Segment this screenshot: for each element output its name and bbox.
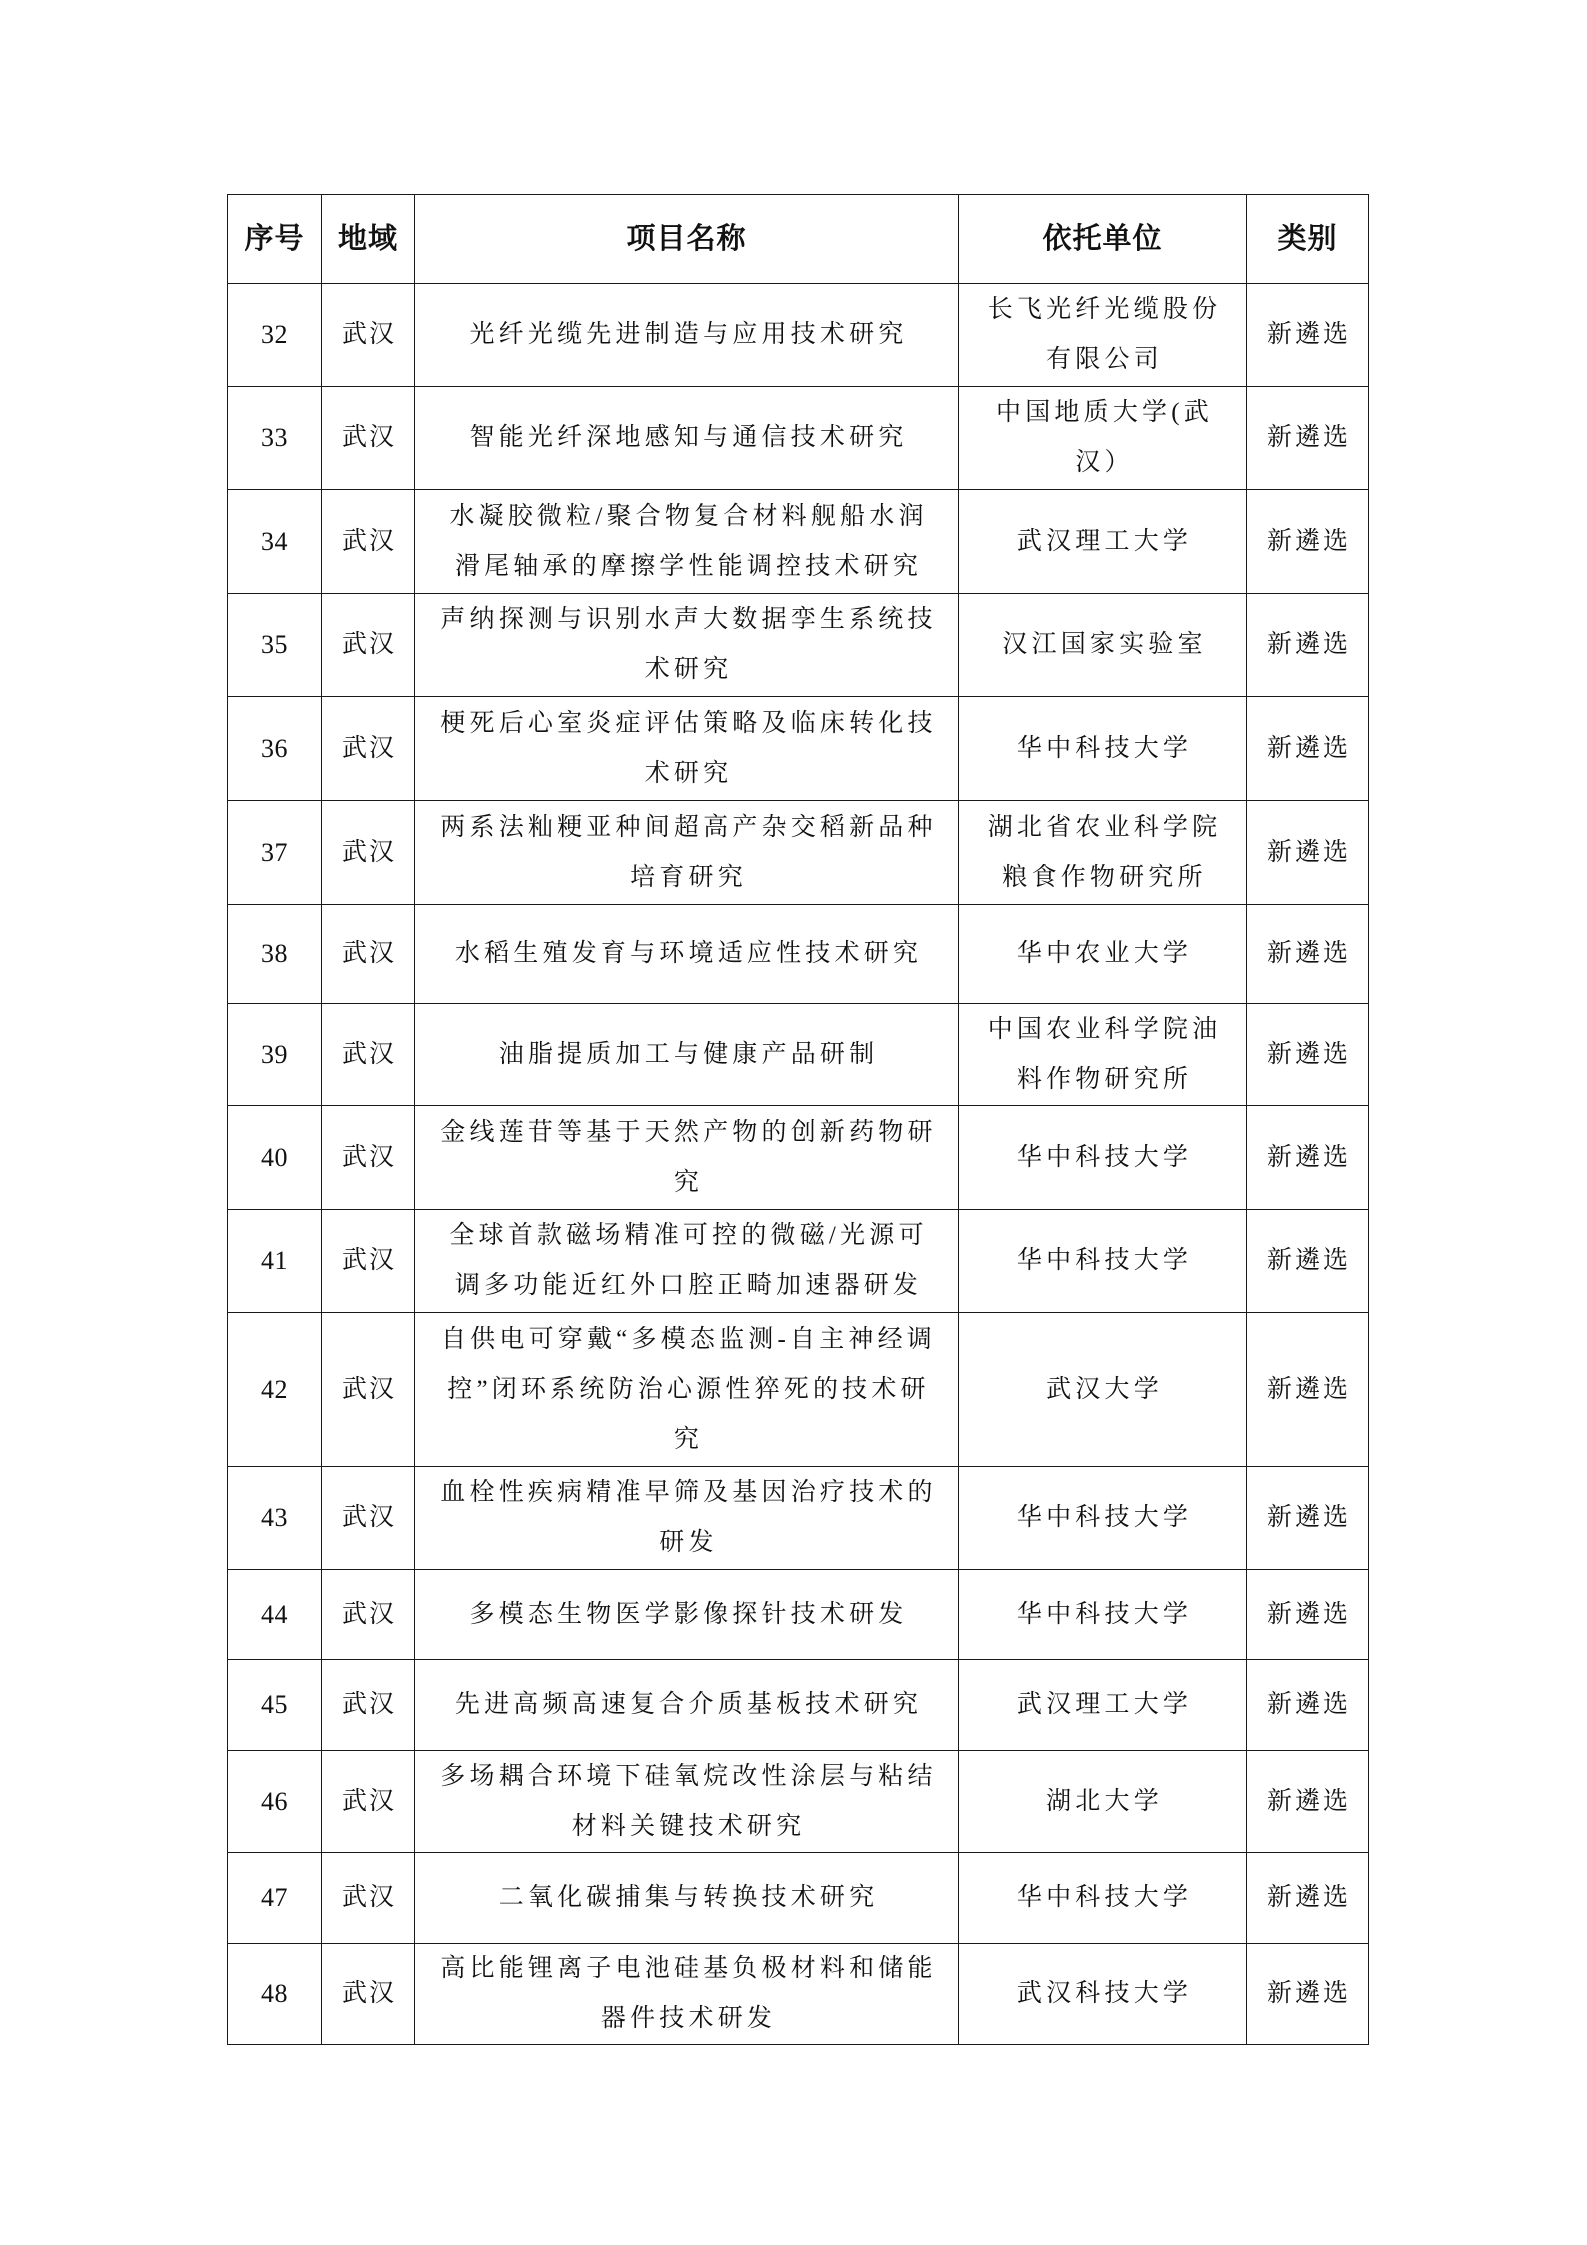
category: 新遴选 <box>1247 1944 1369 2045</box>
header-host-unit: 依托单位 <box>959 195 1247 284</box>
row-region: 武汉 <box>322 1660 415 1751</box>
host-unit: 武汉科技大学 <box>959 1944 1247 2045</box>
project-name: 金线莲苷等基于天然产物的创新药物研究 <box>415 1106 959 1210</box>
row-number: 48 <box>228 1944 322 2045</box>
category: 新遴选 <box>1247 1751 1369 1853</box>
table-row <box>228 1004 1369 1106</box>
table-row <box>228 1467 1369 1570</box>
host-unit: 中国农业科学院油料作物研究所 <box>959 1004 1247 1106</box>
host-unit: 华中科技大学 <box>959 1467 1247 1570</box>
row-region: 武汉 <box>322 1004 415 1106</box>
host-unit: 武汉大学 <box>959 1313 1247 1467</box>
row-number: 38 <box>228 905 322 1004</box>
row-number: 45 <box>228 1660 322 1751</box>
table-row <box>228 594 1369 697</box>
category: 新遴选 <box>1247 1004 1369 1106</box>
host-unit: 湖北大学 <box>959 1751 1247 1853</box>
table-row <box>228 1751 1369 1853</box>
project-name: 智能光纤深地感知与通信技术研究 <box>415 387 959 490</box>
row-number: 47 <box>228 1853 322 1944</box>
row-region: 武汉 <box>322 594 415 697</box>
row-number: 40 <box>228 1106 322 1210</box>
row-number: 46 <box>228 1751 322 1853</box>
row-region: 武汉 <box>322 387 415 490</box>
host-unit: 中国地质大学(武汉） <box>959 387 1247 490</box>
table-row <box>228 1210 1369 1313</box>
category: 新遴选 <box>1247 1853 1369 1944</box>
row-number: 35 <box>228 594 322 697</box>
host-unit: 长飞光纤光缆股份有限公司 <box>959 284 1247 387</box>
project-name: 水凝胶微粒/聚合物复合材料舰船水润滑尾轴承的摩擦学性能调控技术研究 <box>415 490 959 594</box>
row-region: 武汉 <box>322 905 415 1004</box>
project-name: 血栓性疾病精准早筛及基因治疗技术的研发 <box>415 1467 959 1570</box>
category: 新遴选 <box>1247 1313 1369 1467</box>
category: 新遴选 <box>1247 1570 1369 1660</box>
table-row <box>228 490 1369 594</box>
project-name: 全球首款磁场精准可控的微磁/光源可调多功能近红外口腔正畸加速器研发 <box>415 1210 959 1313</box>
category: 新遴选 <box>1247 284 1369 387</box>
host-unit: 汉江国家实验室 <box>959 594 1247 697</box>
row-number: 37 <box>228 801 322 905</box>
category: 新遴选 <box>1247 1106 1369 1210</box>
row-region: 武汉 <box>322 1313 415 1467</box>
host-unit: 华中科技大学 <box>959 1106 1247 1210</box>
row-number: 32 <box>228 284 322 387</box>
row-region: 武汉 <box>322 1106 415 1210</box>
category: 新遴选 <box>1247 490 1369 594</box>
row-region: 武汉 <box>322 1853 415 1944</box>
row-number: 44 <box>228 1570 322 1660</box>
project-name: 先进高频高速复合介质基板技术研究 <box>415 1660 959 1751</box>
row-number: 36 <box>228 697 322 801</box>
host-unit: 武汉理工大学 <box>959 1660 1247 1751</box>
host-unit: 华中科技大学 <box>959 1853 1247 1944</box>
project-name: 声纳探测与识别水声大数据孪生系统技术研究 <box>415 594 959 697</box>
host-unit: 武汉理工大学 <box>959 490 1247 594</box>
category: 新遴选 <box>1247 594 1369 697</box>
category: 新遴选 <box>1247 801 1369 905</box>
row-number: 42 <box>228 1313 322 1467</box>
header-project-name: 项目名称 <box>415 195 959 284</box>
host-unit: 华中科技大学 <box>959 697 1247 801</box>
category: 新遴选 <box>1247 1467 1369 1570</box>
row-region: 武汉 <box>322 1751 415 1853</box>
row-region: 武汉 <box>322 1570 415 1660</box>
table-row <box>228 697 1369 801</box>
row-region: 武汉 <box>322 697 415 801</box>
table-row <box>228 387 1369 490</box>
table-row <box>228 801 1369 905</box>
header-number: 序号 <box>228 195 322 284</box>
row-number: 43 <box>228 1467 322 1570</box>
host-unit: 华中科技大学 <box>959 1210 1247 1313</box>
row-number: 39 <box>228 1004 322 1106</box>
table-row <box>228 1570 1369 1660</box>
project-table <box>227 194 1369 2045</box>
row-number: 33 <box>228 387 322 490</box>
host-unit: 华中科技大学 <box>959 1570 1247 1660</box>
header-region: 地域 <box>322 195 415 284</box>
project-name: 油脂提质加工与健康产品研制 <box>415 1004 959 1106</box>
table-row <box>228 1660 1369 1751</box>
table-row <box>228 1106 1369 1210</box>
row-region: 武汉 <box>322 1210 415 1313</box>
project-name: 二氧化碳捕集与转换技术研究 <box>415 1853 959 1944</box>
table-row <box>228 1853 1369 1944</box>
table-row <box>228 1944 1369 2045</box>
category: 新遴选 <box>1247 1210 1369 1313</box>
project-name: 多场耦合环境下硅氧烷改性涂层与粘结材料关键技术研究 <box>415 1751 959 1853</box>
row-region: 武汉 <box>322 490 415 594</box>
project-name: 水稻生殖发育与环境适应性技术研究 <box>415 905 959 1004</box>
category: 新遴选 <box>1247 1660 1369 1751</box>
header-category: 类别 <box>1247 195 1369 284</box>
row-number: 34 <box>228 490 322 594</box>
row-region: 武汉 <box>322 1944 415 2045</box>
row-region: 武汉 <box>322 801 415 905</box>
table-header-row <box>228 195 1369 284</box>
row-number: 41 <box>228 1210 322 1313</box>
category: 新遴选 <box>1247 697 1369 801</box>
row-region: 武汉 <box>322 1467 415 1570</box>
row-region: 武汉 <box>322 284 415 387</box>
project-name: 两系法籼粳亚种间超高产杂交稻新品种培育研究 <box>415 801 959 905</box>
table-row <box>228 284 1369 387</box>
project-name: 光纤光缆先进制造与应用技术研究 <box>415 284 959 387</box>
project-name: 多模态生物医学影像探针技术研发 <box>415 1570 959 1660</box>
category: 新遴选 <box>1247 387 1369 490</box>
project-name: 梗死后心室炎症评估策略及临床转化技术研究 <box>415 697 959 801</box>
table-row <box>228 905 1369 1004</box>
project-name: 自供电可穿戴“多模态监测-自主神经调控”闭环系统防治心源性猝死的技术研究 <box>415 1313 959 1467</box>
category: 新遴选 <box>1247 905 1369 1004</box>
host-unit: 湖北省农业科学院粮食作物研究所 <box>959 801 1247 905</box>
table-row <box>228 1313 1369 1467</box>
project-name: 高比能锂离子电池硅基负极材料和储能器件技术研发 <box>415 1944 959 2045</box>
host-unit: 华中农业大学 <box>959 905 1247 1004</box>
